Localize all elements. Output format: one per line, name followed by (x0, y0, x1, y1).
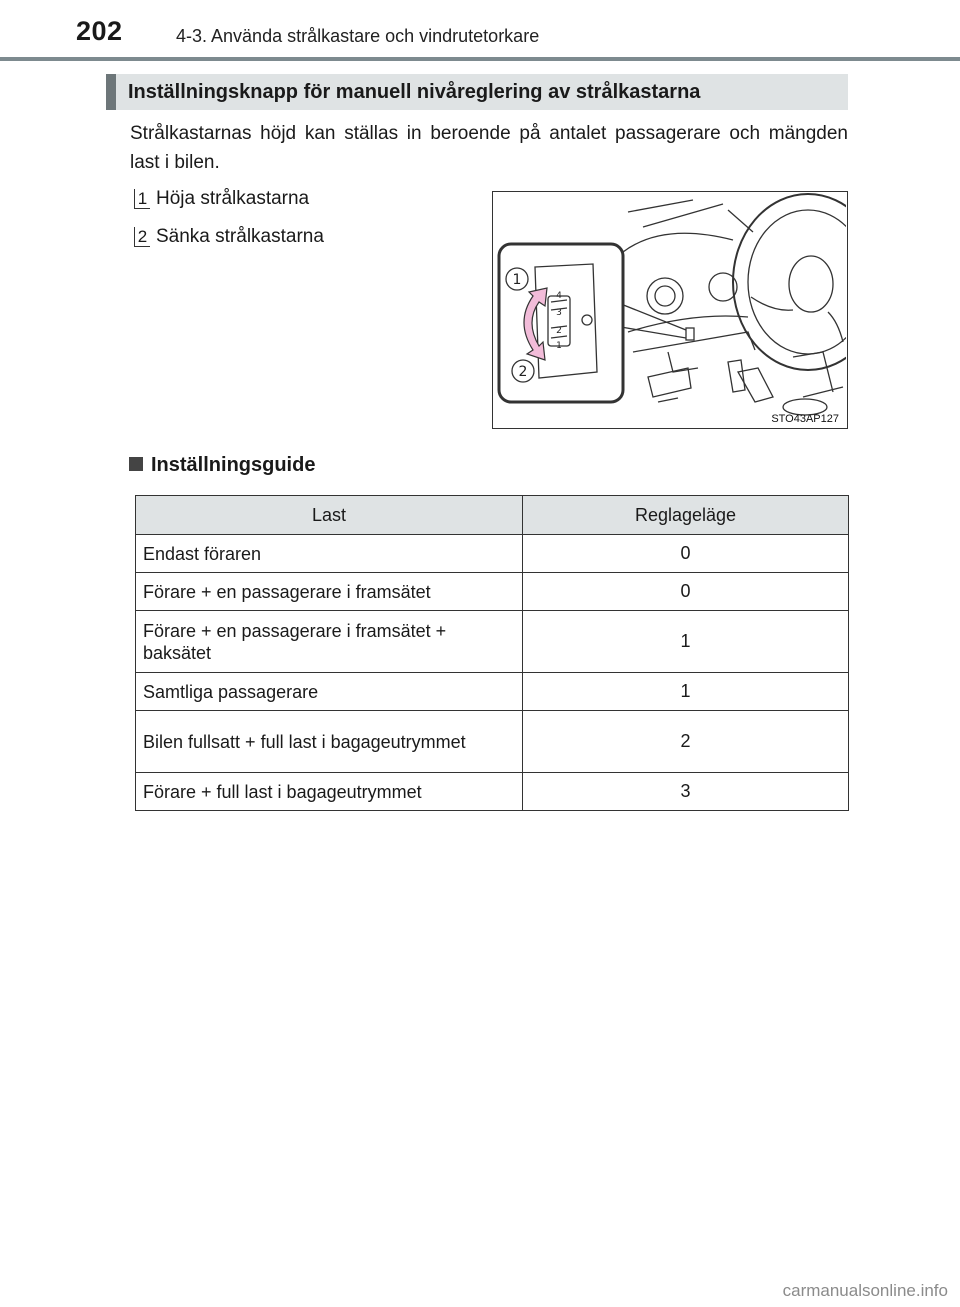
load-cell: Förare + en passagerare i framsätet + baksätet (136, 611, 523, 673)
step-text: Höja strålkastarna (156, 188, 310, 209)
step-number: 2 (134, 227, 150, 247)
settings-guide-table (135, 495, 849, 811)
setting-cell: 2 (523, 711, 849, 773)
table-row (136, 611, 849, 673)
callout-number: 1 (512, 272, 522, 288)
load-cell: Samtliga passagerare (136, 673, 523, 711)
watermark: carmanualsonline.info (782, 1281, 948, 1300)
page-number: 202 (76, 16, 123, 46)
setting-cell: 1 (523, 611, 849, 673)
table-row (136, 535, 849, 573)
step-number: 1 (134, 189, 150, 209)
callout-number: 2 (518, 364, 528, 380)
table-header-row (136, 496, 849, 535)
table-row (136, 711, 849, 773)
step-raise (134, 187, 309, 211)
setting-cell: 0 (523, 535, 849, 573)
dashboard-drawing (493, 192, 846, 427)
load-cell: Bilen fullsatt + full last i bagageutrymmet (136, 711, 523, 773)
chapter-title: 4-3. Använda strålkastare och vindrutetorkare (176, 26, 540, 46)
column-header-load: Last (136, 496, 523, 535)
table-row (136, 673, 849, 711)
table-row (136, 773, 849, 811)
intro-paragraph: Strålkastarnas höjd kan ställas in beroende på antalet passagerare och mängden last i bilen. (130, 123, 848, 173)
guide-subheading: Inställningsguide (129, 454, 315, 477)
setting-cell: 1 (523, 673, 849, 711)
dial-mark: 2 (556, 326, 562, 336)
step-lower (134, 225, 324, 249)
section-heading: Inställningsknapp för manuell nivåreglering av strålkastarna (106, 74, 848, 110)
figure-code: STO43AP127 (771, 413, 839, 425)
dashboard-illustration (492, 191, 848, 429)
square-bullet-icon (129, 457, 143, 471)
load-cell: Endast föraren (136, 535, 523, 573)
setting-cell: 0 (523, 573, 849, 611)
column-header-setting: Reglageläge (523, 496, 849, 535)
step-text: Sänka strålkastarna (156, 226, 324, 247)
header-rule (0, 57, 960, 61)
dial-mark: 4 (556, 291, 562, 301)
dial-mark: 1 (556, 341, 562, 351)
table-row (136, 573, 849, 611)
load-cell: Förare + full last i bagageutrymmet (136, 773, 523, 811)
dial-mark: 3 (556, 308, 562, 318)
setting-cell: 3 (523, 773, 849, 811)
load-cell: Förare + en passagerare i framsätet (136, 573, 523, 611)
